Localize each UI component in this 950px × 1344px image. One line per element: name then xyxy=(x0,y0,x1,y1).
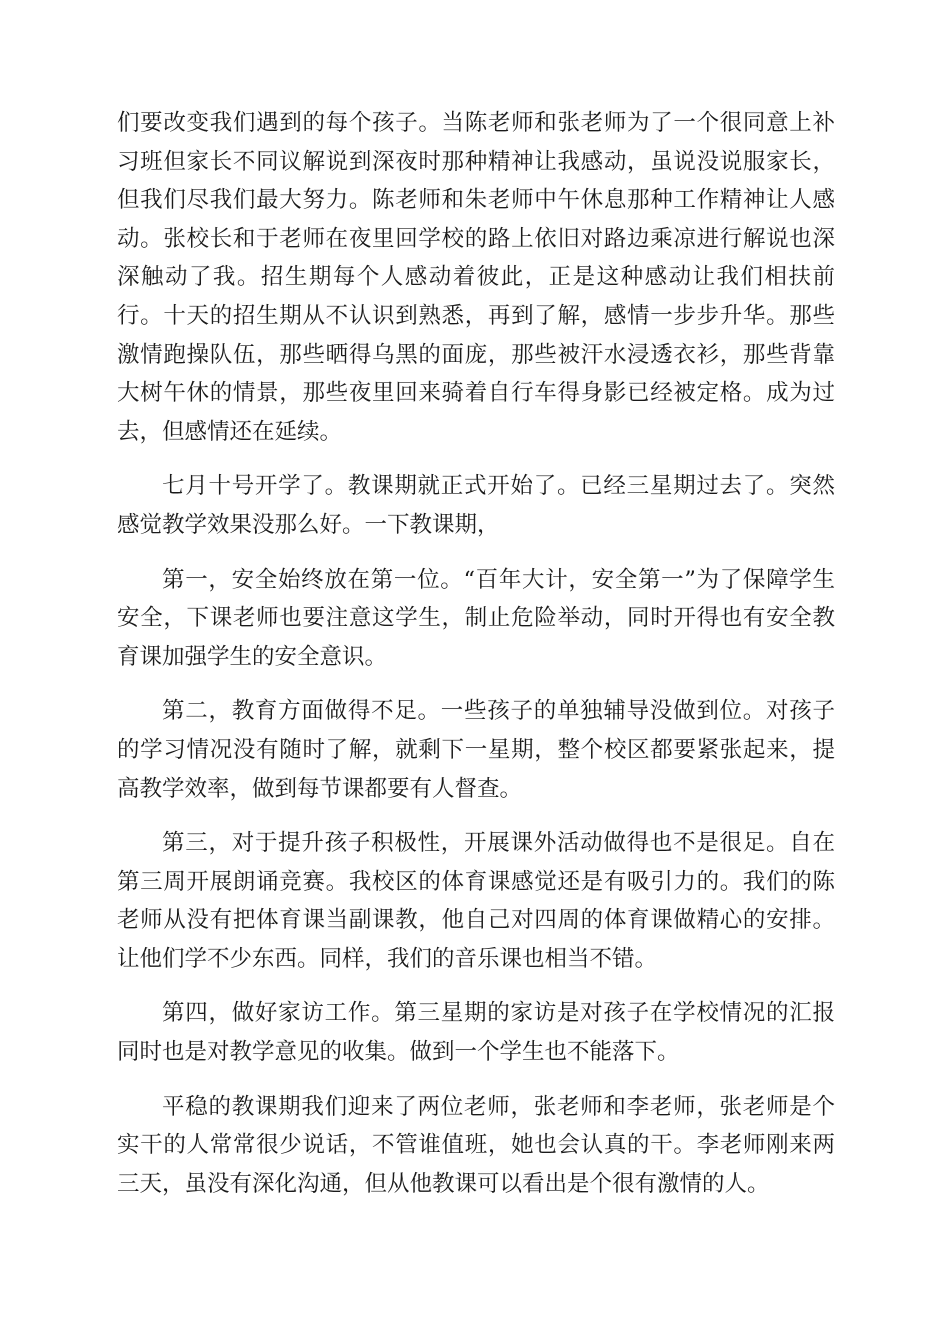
paragraph-point-education: 第二，教育方面做得不足。一些孩子的单独辅导没做到位。对孩子的学习情况没有随时了解，就剩下一星期，整个校区都要紧张起来，提高教学效率，做到每节课都要有人督查。 xyxy=(117,698,835,802)
paragraph-point-safety: 第一，安全始终放在第一位。“百年大计，安全第一”为了保障学生安全，下课老师也要注意这学生，制止危险举动，同时开得也有安全教育课加强学生的安全意识。 xyxy=(117,566,835,670)
paragraph-continuation: 们要改变我们遇到的每个孩子。当陈老师和张老师为了一个很同意上补习班但家长不同议解说到深夜时那种精神让我感动，虽说没说服家长，但我们尽我们最大努力。陈老师和朱老师中午休息那种工作精神让人感动。张校长和于老师在夜里回学校的路上依旧对路边乘凉进行解说也深深触动了我。招生期每个人感动着彼此，正是这种感动让我们相扶前行。十天的招生期从不认识到熟悉，再到了解，感情一步步升华。那些激情跑操队伍，那些晒得乌黑的面庞，那些被汗水浸透衣衫，那些背靠大树午休的情景，那些夜里回来骑着自行车得身影已经被定格。成为过去，但感情还在延续。 xyxy=(117,110,835,445)
paragraph-point-activities: 第三，对于提升孩子积极性，开展课外活动做得也不是很足。自在第三周开展朗诵竞赛。我校区的体育课感觉还是有吸引力的。我们的陈老师从没有把体育课当副课教，他自己对四周的体育课做精心的安排。让他们学不少东西。同样，我们的音乐课也相当不错。 xyxy=(117,830,835,972)
paragraph-new-teachers: 平稳的教课期我们迎来了两位老师，张老师和李老师，张老师是个实干的人常常很少说话，不管谁值班，她也会认真的干。李老师刚来两三天，虽没有深化沟通，但从他教课可以看出是个很有激情的人。 xyxy=(117,1093,835,1197)
paragraph-teaching-start: 七月十号开学了。教课期就正式开始了。已经三星期过去了。突然感觉教学效果没那么好。一下教课期， xyxy=(117,473,835,538)
paragraph-point-home-visits: 第四，做好家访工作。第三星期的家访是对孩子在学校情况的汇报同时也是对教学意见的收集。做到一个学生也不能落下。 xyxy=(117,1000,835,1066)
document-body xyxy=(117,104,835,1219)
